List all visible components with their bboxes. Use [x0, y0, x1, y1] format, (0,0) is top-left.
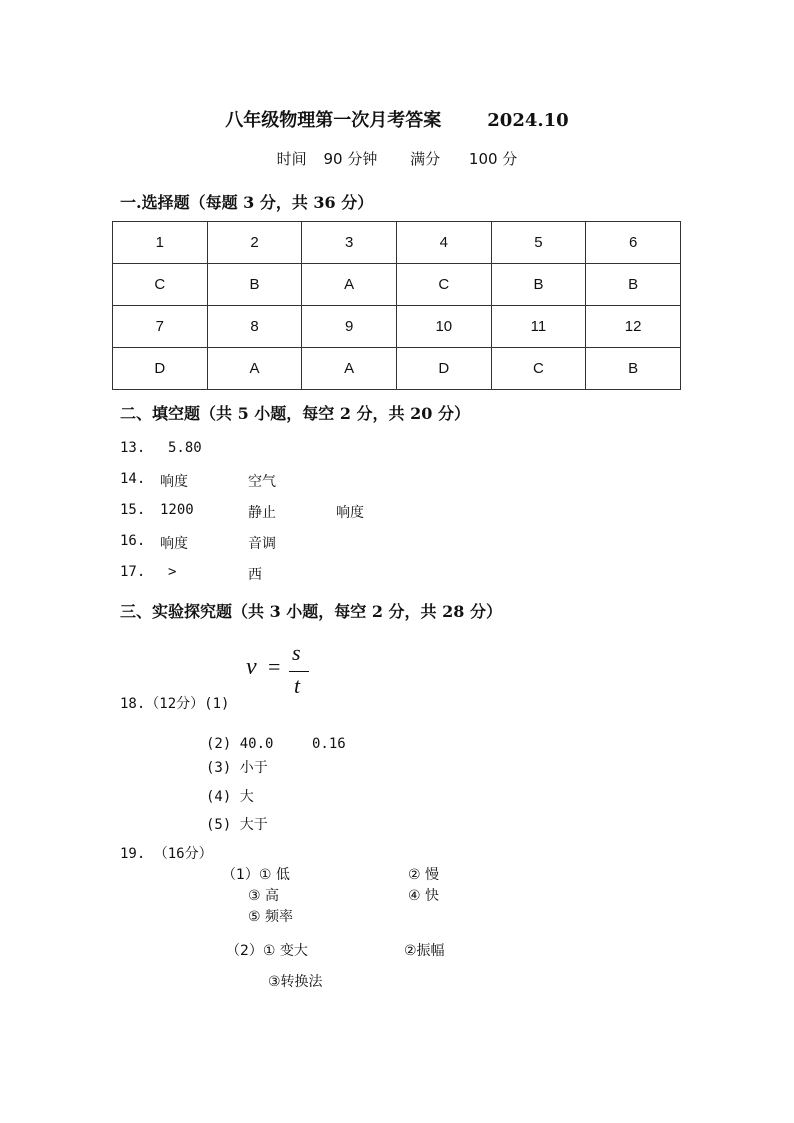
- fill-item-17: [120, 564, 262, 583]
- time-label: 时间: [276, 150, 307, 168]
- table-cell: 1: [113, 222, 208, 264]
- q19-1b: ② 慢: [408, 867, 440, 883]
- title-date: 2024.10: [487, 110, 569, 131]
- table-cell: C: [491, 348, 586, 390]
- table-row: [113, 348, 681, 390]
- fill-item-15: [120, 502, 364, 521]
- item-answer: 空气: [248, 474, 276, 490]
- item-number: 16.: [120, 533, 146, 549]
- item-answer: 响度: [160, 536, 188, 552]
- fill-item-14: [120, 471, 276, 490]
- table-cell: A: [302, 264, 397, 306]
- q19-1d: ④ 快: [408, 888, 440, 904]
- table-cell: 2: [207, 222, 302, 264]
- table-cell: B: [586, 348, 681, 390]
- item-answer: 5.80: [168, 440, 202, 456]
- score-value: 100 分: [468, 150, 518, 168]
- table-cell: D: [396, 348, 491, 390]
- q18-label: 18.（12分）(1): [120, 696, 230, 712]
- formula-denominator: t: [294, 673, 301, 698]
- table-cell: A: [207, 348, 302, 390]
- table-cell: C: [396, 264, 491, 306]
- page-title: [0, 106, 794, 132]
- q18-part3: (3) 小于: [206, 760, 268, 776]
- q19-1c: ③ 高: [248, 888, 280, 904]
- item-answer: >: [168, 564, 177, 580]
- table-cell: 12: [586, 306, 681, 348]
- table-cell: 9: [302, 306, 397, 348]
- item-answer: 音调: [248, 536, 276, 552]
- table-row: [113, 264, 681, 306]
- table-cell: 10: [396, 306, 491, 348]
- table-row: [113, 306, 681, 348]
- q18-part5: (5) 大于: [206, 817, 268, 833]
- item-answer: 西: [248, 567, 262, 583]
- table-cell: 6: [586, 222, 681, 264]
- table-cell: B: [491, 264, 586, 306]
- q19-2c: ③转换法: [268, 974, 323, 990]
- q19-1e: ⑤ 频率: [248, 909, 294, 925]
- item-number: 13.: [120, 440, 146, 456]
- section3-heading: 三、实验探究题（共 3 小题，每空 2 分，共 28 分）: [120, 602, 502, 621]
- part-label: (2) 40.0: [206, 736, 274, 752]
- table-cell: B: [207, 264, 302, 306]
- title-text: 八年级物理第一次月考答案: [225, 110, 442, 131]
- formula-numerator: s: [292, 640, 301, 665]
- table-cell: 8: [207, 306, 302, 348]
- q19-1a: （1）① 低: [222, 867, 290, 883]
- q19-2b: ②振幅: [404, 943, 445, 959]
- item-answer: 响度: [336, 505, 364, 521]
- table-cell: A: [302, 348, 397, 390]
- q19-2a: （2）① 变大: [226, 943, 308, 959]
- fill-item-16: [120, 533, 276, 552]
- item-answer: 1200: [160, 502, 194, 518]
- formula-eq: =: [268, 654, 281, 679]
- q18-part2: [206, 736, 346, 752]
- item-number: 15.: [120, 502, 146, 518]
- formula-lhs: v: [246, 654, 257, 680]
- fraction-bar: [289, 671, 309, 672]
- part-extra: 0.16: [312, 736, 346, 752]
- fill-item-13: [120, 440, 202, 456]
- exam-meta: [0, 148, 794, 169]
- time-value: 90 分钟: [323, 150, 378, 168]
- table-cell: 11: [491, 306, 586, 348]
- choice-answer-table: [112, 221, 681, 390]
- item-answer: 静止: [248, 505, 276, 521]
- item-number: 14.: [120, 471, 146, 487]
- table-row: [113, 222, 681, 264]
- section1-heading: 一.选择题（每题 3 分，共 36 分）: [120, 193, 374, 212]
- table-cell: 7: [113, 306, 208, 348]
- item-answer: 响度: [160, 474, 188, 490]
- q19-label: 19. （16分）: [120, 846, 213, 862]
- section2-heading: 二、填空题（共 5 小题，每空 2 分，共 20 分）: [120, 404, 470, 423]
- table-cell: 5: [491, 222, 586, 264]
- table-cell: D: [113, 348, 208, 390]
- speed-formula: [246, 640, 316, 706]
- table-cell: C: [113, 264, 208, 306]
- table-cell: B: [586, 264, 681, 306]
- table-cell: 4: [396, 222, 491, 264]
- score-label: 满分: [410, 150, 441, 168]
- q18-part4: (4) 大: [206, 789, 254, 805]
- table-cell: 3: [302, 222, 397, 264]
- item-number: 17.: [120, 564, 146, 580]
